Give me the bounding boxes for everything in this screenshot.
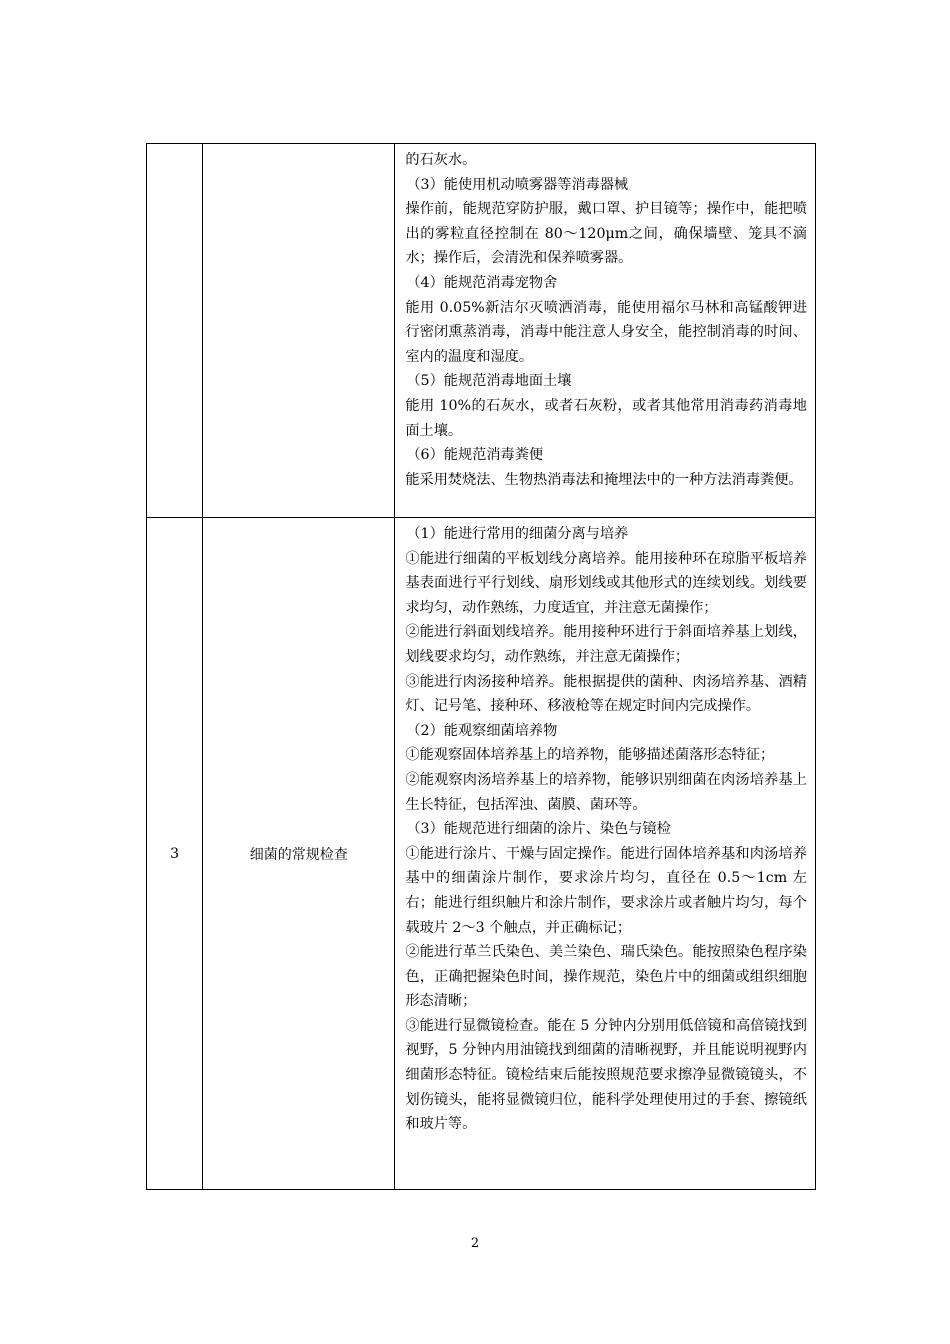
content-line: ①能进行细菌的平板划线分离培养。能用接种环在琼脂平板培养基表面进行平行划线、扇形划线或其他形式的连续划线。划线要求均匀，动作熟练，力度适宜，并注意无菌操作； xyxy=(405,550,807,616)
content-line: 能用 10%的石灰水，或者石灰粉，或者其他常用消毒药消毒地面土壤。 xyxy=(405,397,807,439)
content-line: 能用 0.05%新洁尔灭喷洒消毒，能使用福尔马林和高锰酸钾进行密闭熏蒸消毒，消毒中能注意人身安全，能控制消毒的时间、室内的温度和湿度。 xyxy=(405,299,807,365)
content-heading: （3）能使用机动喷雾器等消毒器械 xyxy=(406,176,629,193)
page-number: 2 xyxy=(470,1236,480,1251)
row-index-cell xyxy=(147,144,203,518)
content-heading: （6）能规范消毒粪便 xyxy=(406,447,544,464)
content-line: ③能进行肉汤接种培养。能根据提供的菌种、肉汤培养基、酒精灯、记号笔、接种环、移液枪等在规定时间内完成操作。 xyxy=(405,673,807,715)
content-line: ②能进行革兰氏染色、美兰染色、瑞氏染色。能按照染色程序染色，正确把握染色时间，操作规范，染色片中的细菌或组织细胞形态清晰； xyxy=(405,944,807,1010)
content-line: ③能进行显微镜检查。能在 5 分钟内分别用低倍镜和高倍镜找到视野，5 分钟内用油镜找到细菌的清晰视野，并且能说明视野内细菌形态特征。镜检结束后能按照规范要求擦净显微镜镜头，不划伤镜头，能将显微镜归位，能科学处理使用过的手套、擦镜纸和玻片等。 xyxy=(405,1017,807,1133)
content-line: ②能观察肉汤培养基上的培养物，能够识别细菌在肉汤培养基上生长特征，包括浑浊、菌膜、菌环等。 xyxy=(405,771,807,813)
row-content-cell xyxy=(395,518,816,1190)
row-index-cell: 3 xyxy=(147,518,203,1190)
content-line: 的石灰水。 xyxy=(405,152,477,168)
content-heading: （1）能进行常用的细菌分离与培养 xyxy=(406,526,629,542)
content-heading: （2）能观察细菌培养物 xyxy=(406,722,558,739)
content-line: ①能进行涂片、干燥与固定操作。能进行固体培养基和肉汤培养基中的细菌涂片制作，要求涂片均匀，直径在 0.5～1cm 左右；能进行组织触片和涂片制作，要求涂片或者触片均匀，每个载玻片 2～3 个触点，并正确标记； xyxy=(405,845,807,936)
row-title-cell xyxy=(203,144,395,518)
content-line: ①能观察固体培养基上的培养物，能够描述菌落形态特征； xyxy=(405,747,775,764)
content-line: 能采用焚烧法、生物热消毒法和掩埋法中的一种方法消毒粪便。 xyxy=(405,471,803,488)
content-heading: （4）能规范消毒宠物舍 xyxy=(406,274,558,291)
requirements-table xyxy=(146,143,816,1190)
table-row xyxy=(147,144,816,518)
content-heading: （3）能规范进行细菌的涂片、染色与镜检 xyxy=(406,821,671,838)
content-line: 操作前，能规范穿防护服，戴口罩、护目镜等；操作中，能把喷出的雾粒直径控制在 80～120μm之间，确保墙壁、笼具不滴水；操作后，会清洗和保养喷雾器。 xyxy=(405,201,807,267)
table-row xyxy=(147,518,816,1190)
row-content-cell xyxy=(395,144,816,518)
content-heading: （5）能规范消毒地面土壤 xyxy=(406,373,572,390)
row-title-cell: 细菌的常规检查 xyxy=(203,518,395,1190)
content-line: ②能进行斜面划线培养。能用接种环进行于斜面培养基上划线，划线要求均匀，动作熟练，并注意无菌操作； xyxy=(405,624,807,665)
